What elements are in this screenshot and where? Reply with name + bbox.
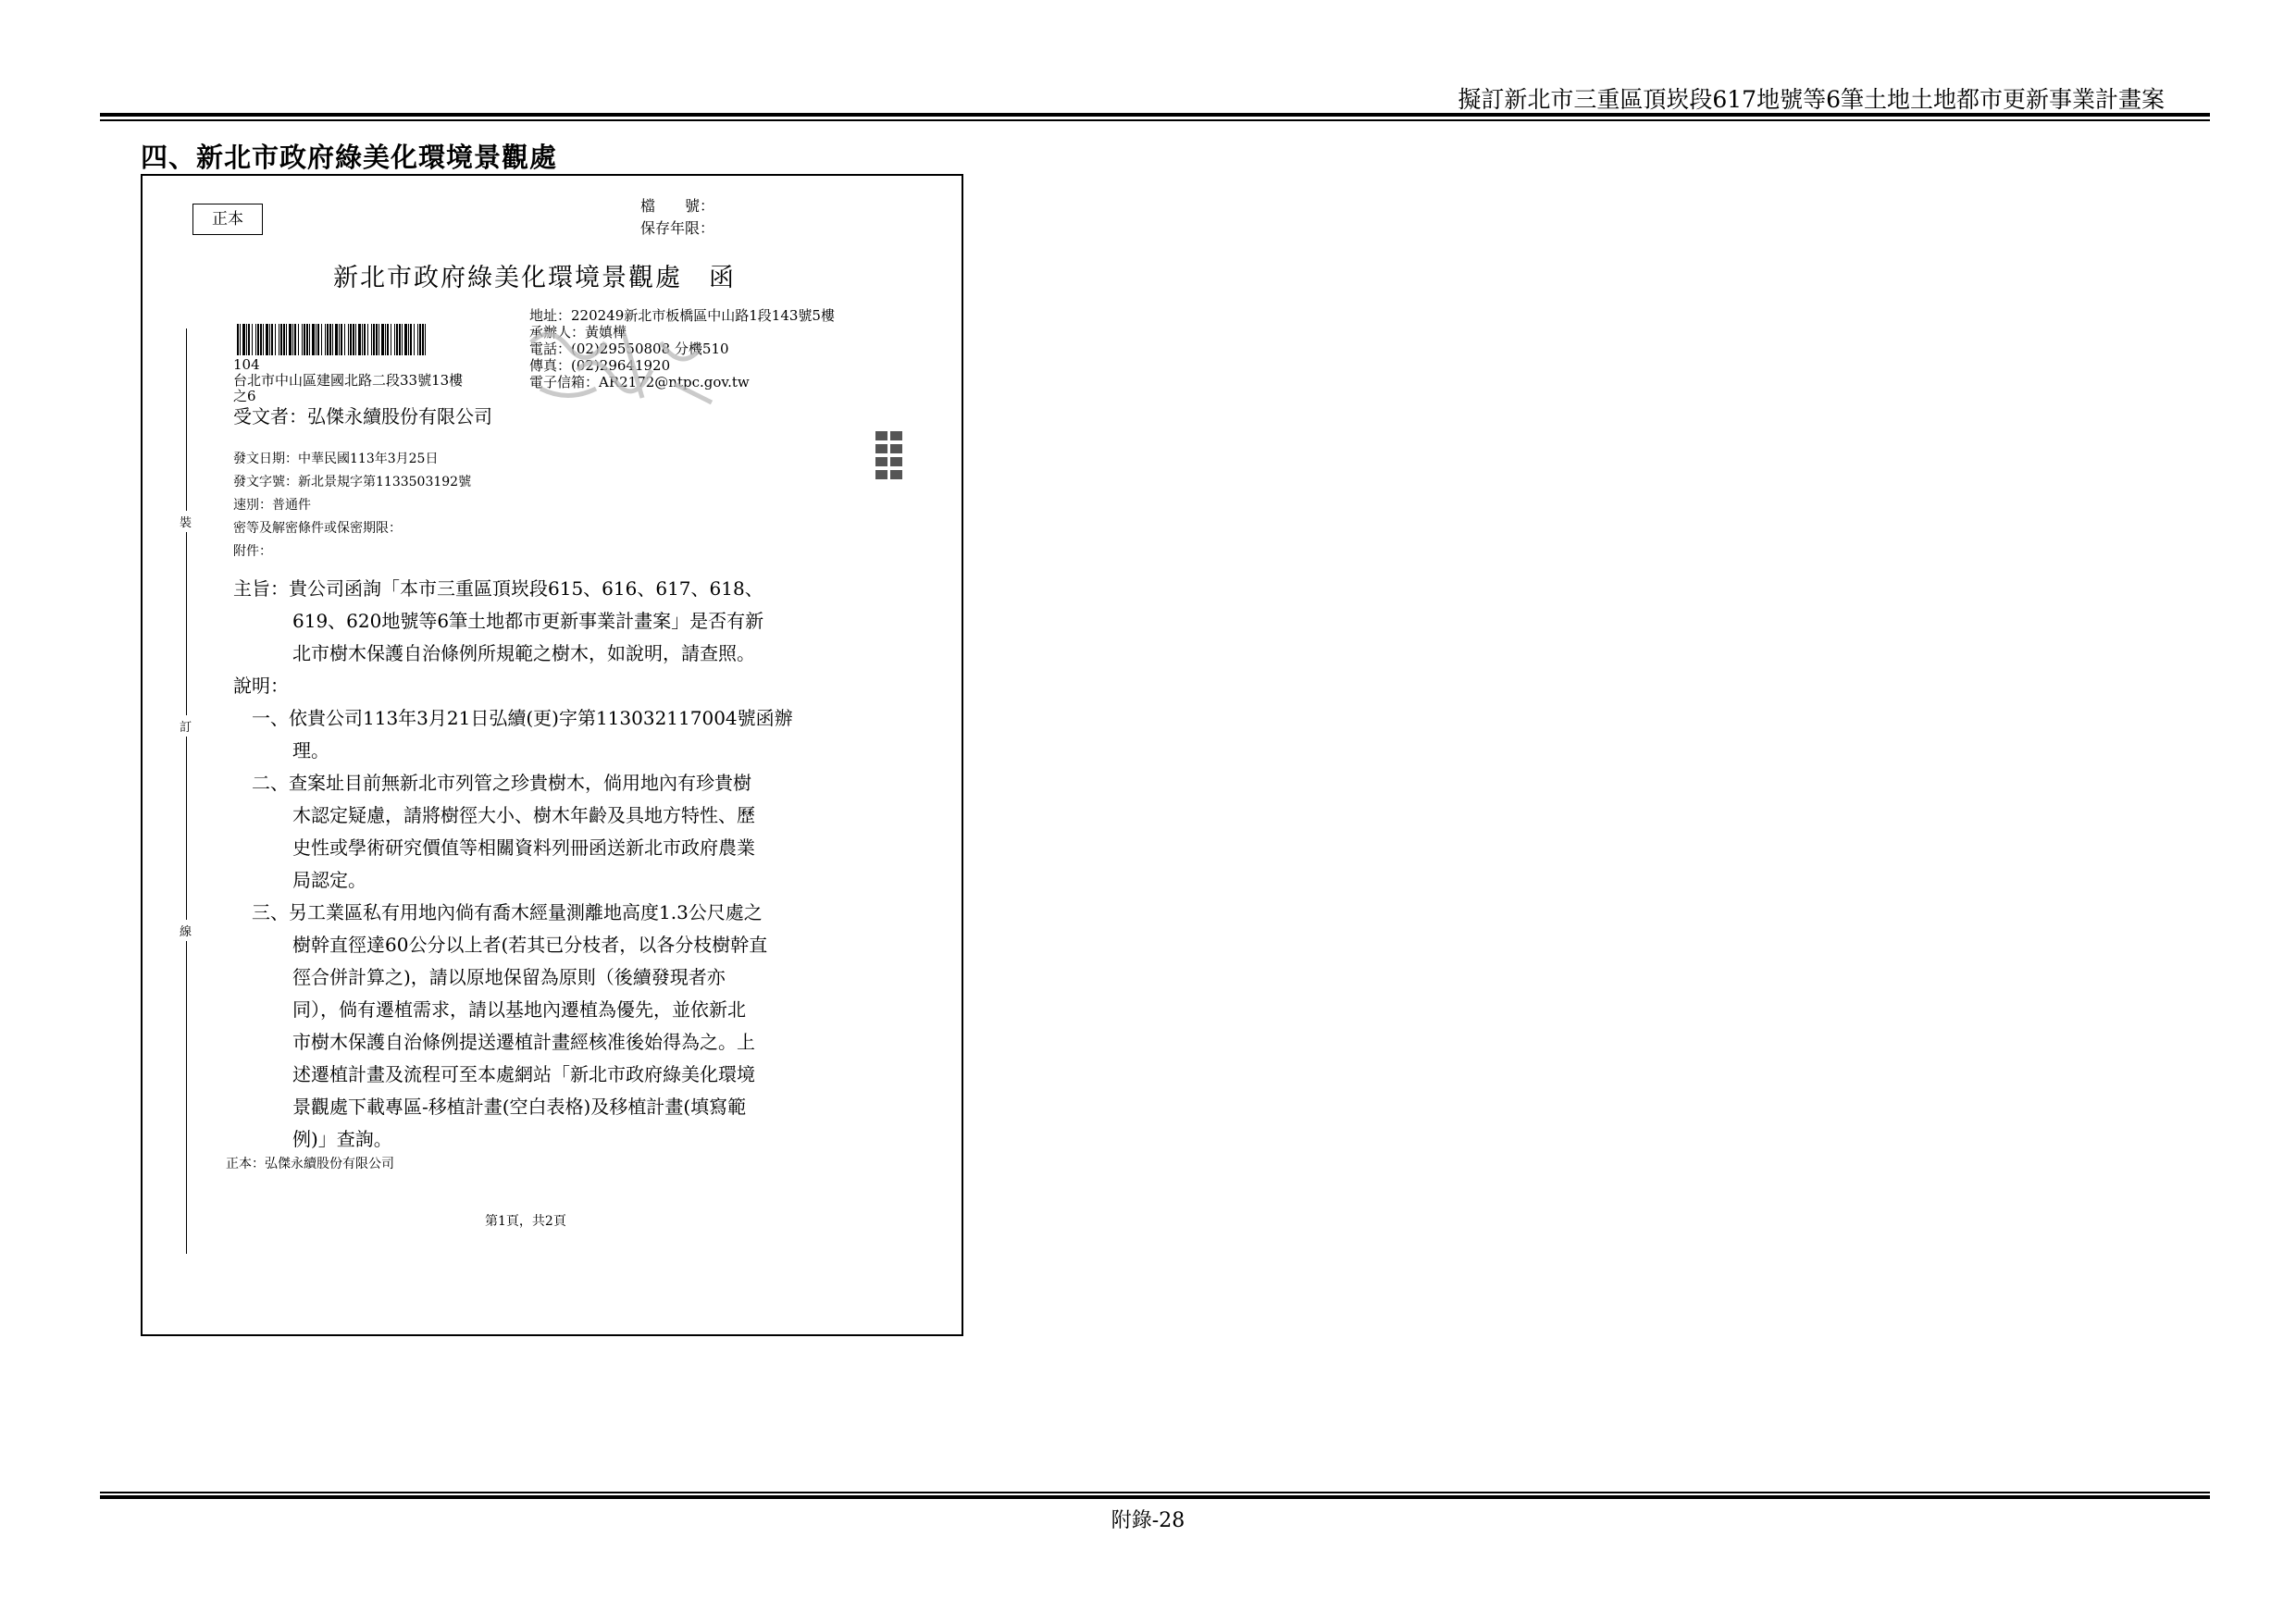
explanation-item-line: 二、查案址目前無新北市列管之珍貴樹木，倘用地內有珍貴樹 xyxy=(252,772,751,794)
receipt-stamp-icon xyxy=(874,429,905,485)
letter-page-info: 第1頁，共2頁 xyxy=(485,1214,566,1229)
file-number-label: 檔 號： xyxy=(640,197,715,215)
explanation-item-line: 市樹木保護自治條例提送遷植計畫經核准後始得為之。上 xyxy=(292,1031,755,1053)
sender-contact-person: 承辦人：黃嫃樺 xyxy=(529,324,627,341)
document-header-title: 擬訂新北市三重區頂崁段617地號等6筆土地土地都市更新事業計畫案 xyxy=(1458,86,2165,113)
sender-phone: 電話：(02)29550808 分機510 xyxy=(529,341,729,357)
document-number: 發文字號：新北景規字第1133503192號 xyxy=(233,475,472,489)
recipient: 受文者：弘傑永續股份有限公司 xyxy=(233,405,492,427)
recipient-address-line1: 台北市中山區建國北路二段33號13樓 xyxy=(233,372,464,389)
explanation-item-line: 同），倘有遷植需求，請以基地內遷植為優先，並依新北 xyxy=(292,998,746,1021)
sender-fax: 傳真：(02)29641920 xyxy=(529,357,671,374)
sender-email: 電子信箱：AR2172@ntpc.gov.tw xyxy=(529,374,750,390)
official-seal-icon xyxy=(513,315,726,416)
explanation-item-line: 局認定。 xyxy=(292,869,366,891)
priority: 速別：普通件 xyxy=(233,498,311,513)
binding-mark: 線 xyxy=(180,920,192,941)
page-number: 附錄-28 xyxy=(1111,1509,1185,1532)
postal-code: 104 xyxy=(233,356,260,373)
letter-title: 新北市政府綠美化環境景觀處 函 xyxy=(333,264,736,292)
footer-rule-thick xyxy=(100,1495,2210,1499)
recipient-address-line2: 之6 xyxy=(233,388,256,404)
barcode-icon xyxy=(237,324,426,355)
explanation-item-line: 述遷植計畫及流程可至本處網站「新北市政府綠美化環境 xyxy=(292,1063,755,1085)
binding-mark: 裝 xyxy=(180,511,192,532)
header-rule-thin xyxy=(100,119,2210,121)
classification: 密等及解密條件或保密期限： xyxy=(233,521,402,536)
explanation-item-line: 理。 xyxy=(292,739,329,762)
subject-line: 北市樹木保護自治條例所規範之樹木，如說明，請查照。 xyxy=(292,642,755,664)
binding-line xyxy=(186,328,187,1254)
issue-date: 發文日期：中華民國113年3月25日 xyxy=(233,452,439,466)
explanation-item-line: 一、依貴公司113年3月21日弘續(更)字第113032117004號函辦 xyxy=(252,707,793,729)
sender-address: 地址：220249新北市板橋區中山路1段143號5樓 xyxy=(529,307,835,324)
explanation-item-line: 徑合併計算之)，請以原地保留為原則（後續發現者亦 xyxy=(292,966,726,988)
explanation-item-line: 例)」查詢。 xyxy=(292,1128,392,1150)
explanation-label: 說明： xyxy=(233,675,289,697)
scanned-letter xyxy=(141,174,963,1336)
original-copy-label: 正本 xyxy=(192,204,263,235)
attachments: 附件： xyxy=(233,544,272,559)
explanation-item-line: 樹幹直徑達60公分以上者(若其已分枝者，以各分枝樹幹直 xyxy=(292,934,768,956)
explanation-item-line: 史性或學術研究價值等相關資料列冊函送新北市政府農業 xyxy=(292,836,755,859)
carbon-copy: 正本：弘傑永續股份有限公司 xyxy=(226,1157,394,1171)
subject-line: 主旨：貴公司函詢「本市三重區頂崁段615、616、617、618、 xyxy=(233,577,763,600)
subject-line: 619、620地號等6筆土地都市更新事業計畫案」是否有新 xyxy=(292,610,764,632)
footer-rule-thin xyxy=(100,1492,2210,1493)
explanation-item-line: 木認定疑慮，請將樹徑大小、樹木年齡及具地方特性、歷 xyxy=(292,804,755,826)
explanation-item-line: 三、另工業區私有用地內倘有喬木經量測離地高度1.3公尺處之 xyxy=(252,901,763,923)
section-title: 四、新北市政府綠美化環境景觀處 xyxy=(141,142,558,173)
retention-period-label: 保存年限： xyxy=(640,219,715,237)
binding-mark: 訂 xyxy=(180,715,192,737)
explanation-item-line: 景觀處下載專區-移植計畫(空白表格)及移植計畫(填寫範 xyxy=(292,1096,747,1118)
header-rule-thick xyxy=(100,113,2210,117)
